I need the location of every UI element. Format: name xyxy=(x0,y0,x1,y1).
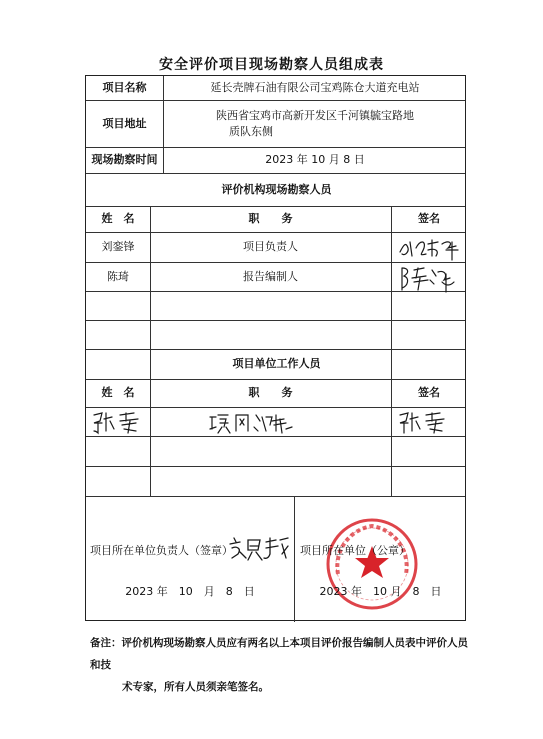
eval-section-title: 评价机构现场勘察人员 xyxy=(221,182,332,196)
address-line-1: 陕西省宝鸡市高新开发区千河镇毓宝路地 xyxy=(216,108,414,122)
project-address-label: 项目地址 xyxy=(102,116,147,130)
project-name-value: 延长壳牌石油有限公司宝鸡陈仓大道充电站 xyxy=(210,81,420,94)
signature-chen xyxy=(398,264,458,294)
row-divider xyxy=(86,436,465,437)
right-date: 2023 年 10 月 8 日 xyxy=(319,585,442,598)
row-divider xyxy=(86,320,465,321)
eval-row-1-role: 项目负责人 xyxy=(243,240,298,253)
remark-line-2: 术专家，所有人员须亲笔签名。 xyxy=(122,681,269,693)
unit-seal-label: 项目所在单位（公章） xyxy=(300,544,410,557)
row-divider xyxy=(86,496,465,497)
eval-row-1-name: 刘銮锋 xyxy=(101,240,135,253)
survey-time-value: 2023 年 10 月 8 日 xyxy=(265,153,365,166)
unit-col-role: 职 务 xyxy=(248,386,293,399)
project-name-label: 项目名称 xyxy=(102,81,147,94)
signature-liu xyxy=(396,234,466,262)
handwritten-role xyxy=(206,411,296,435)
eval-col-name: 姓 名 xyxy=(101,212,135,225)
eval-row-2-role: 报告编制人 xyxy=(243,269,298,283)
personnel-table xyxy=(85,75,466,621)
eval-col-sign: 签名 xyxy=(418,212,440,225)
eval-col-role: 职 务 xyxy=(248,212,293,225)
remark-line-1: 备注：评价机构现场勘察人员应有两名以上本项目评价报告编制人员表中评价人员和技 xyxy=(90,637,468,671)
col-divider xyxy=(294,496,295,622)
document-title: 安全评价项目现场勘察人员组成表 xyxy=(159,57,384,73)
handwritten-name xyxy=(90,409,146,435)
unit-col-sign: 签名 xyxy=(418,386,440,399)
address-line-2: 质队东侧 xyxy=(229,124,273,138)
leader-signature xyxy=(226,534,294,564)
handwritten-signature xyxy=(396,409,452,435)
remark-note xyxy=(90,632,470,698)
row-divider xyxy=(86,466,465,467)
unit-leader-label: 项目所在单位负责人（签章） xyxy=(90,544,233,557)
eval-row-2-name: 陈琦 xyxy=(107,269,129,283)
left-date: 2023 年 10 月 8 日 xyxy=(125,585,255,598)
survey-time-label: 现场勘察时间 xyxy=(91,153,158,166)
unit-col-name: 姓 名 xyxy=(101,386,135,399)
row-divider xyxy=(86,407,465,408)
unit-section-title: 项目单位工作人员 xyxy=(232,357,321,370)
project-address-value xyxy=(163,100,467,147)
